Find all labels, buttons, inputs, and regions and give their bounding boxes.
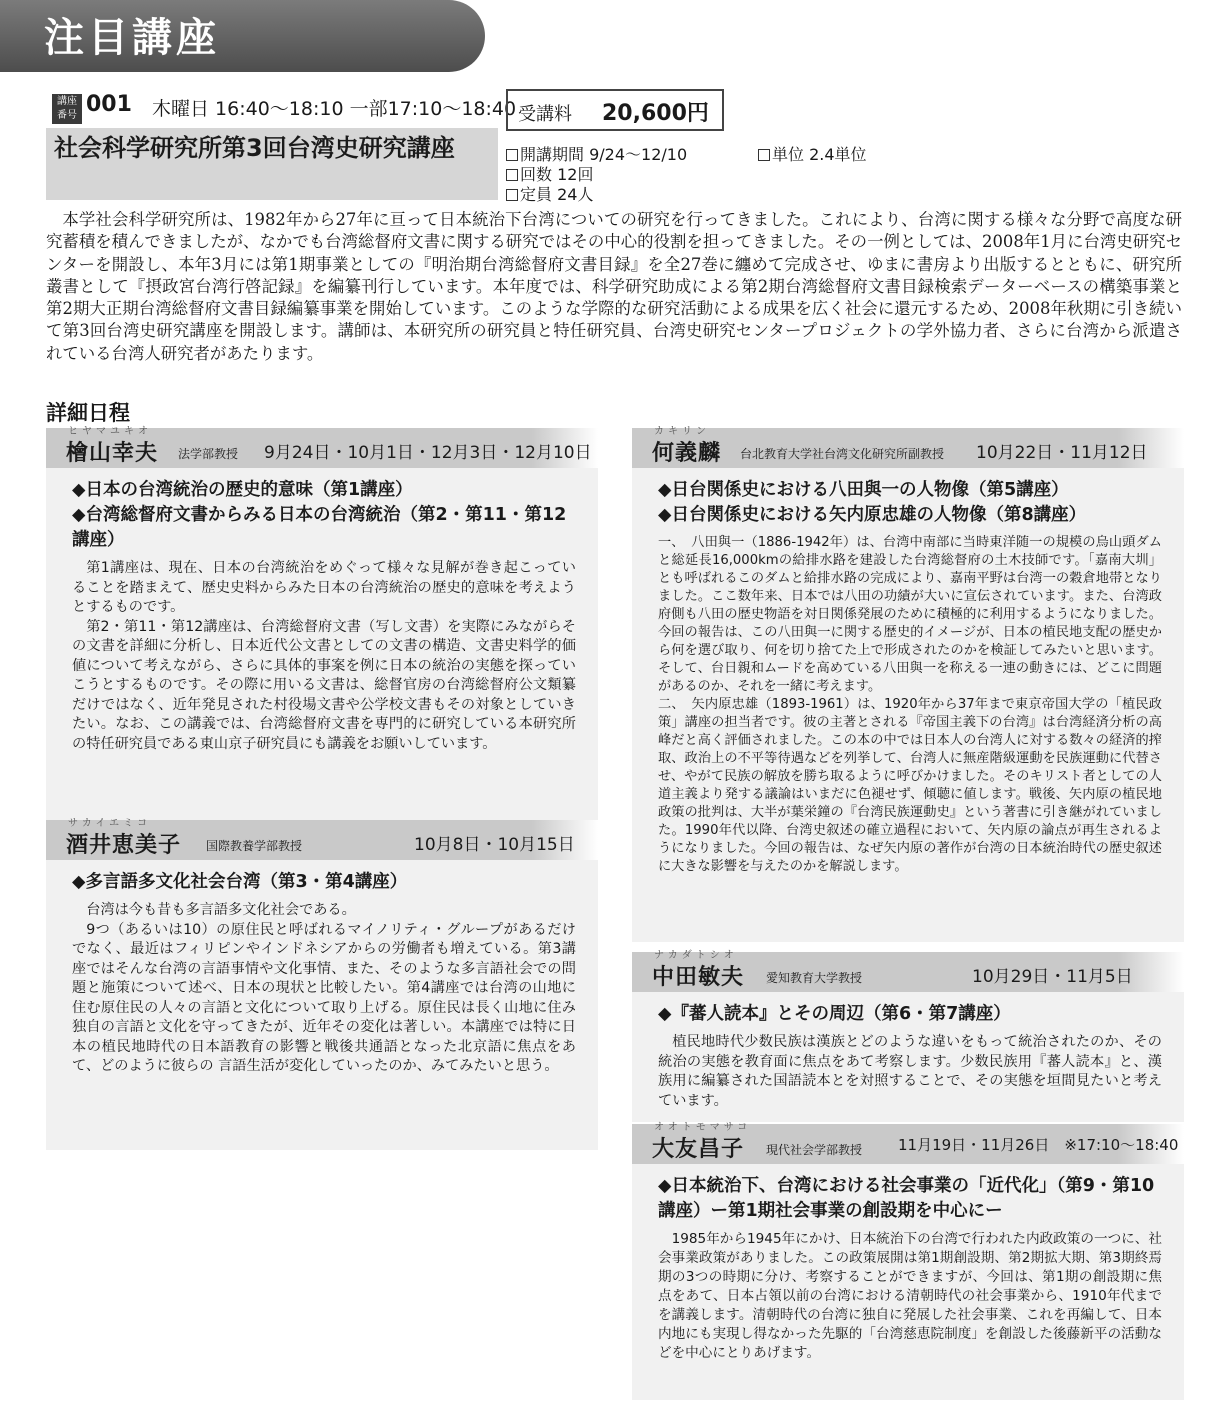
badge-line-2: 番号 <box>57 110 77 121</box>
description-paragraph: 1985年から1945年にかけ、日本統治下の台湾で行われた内政政策の一つに、社会事業政策がありました。この政策展開は第1期創設期、第2期拡大期、第3期終焉期の3つの時期に分け、考察することができますが、今回は、第1期の創設期に焦点をあて、日本占領以前の台湾における清朝時代の社会事業から、1910年代までを講義します。清朝時代の台湾に独自に発展した社会事業、これを再編して、日本内地にも実現し得なかった先駆的「台湾慈恵院制度」を創設した後藤新平の活動などを中心にとりあげます。 <box>658 1231 1162 1361</box>
lecture-header <box>46 820 598 860</box>
course-number-badge <box>52 94 82 124</box>
lecture-description <box>658 534 1162 876</box>
lecture-body <box>46 468 598 838</box>
course-credits-text: 単位 2.4単位 <box>772 145 867 164</box>
lecturer-name: 大友昌子 <box>652 1137 745 1162</box>
lecturer-name: 中田敏夫 <box>652 965 745 990</box>
course-period <box>506 145 687 165</box>
lecturer-name: 酒井恵美子 <box>66 833 182 858</box>
badge-line-1: 講座 <box>57 96 77 107</box>
name-ruby: ヒヤマユキオ <box>68 426 152 437</box>
schedule-heading: 詳細日程 <box>46 401 130 425</box>
fee-label: 受講料 <box>518 104 572 125</box>
course-sessions <box>506 165 593 185</box>
lecture-dates: 10月22日・11月12日 <box>976 443 1148 463</box>
lecture-body <box>632 1164 1184 1400</box>
description-paragraph: 9つ（あるいは10）の原住民と呼ばれるマイノリティ・グループがあるだけでなく、最近はフィリピンやインドネシアからの労働者も増えている。第3講座ではそんな台湾の言語事情や文化事情、また、そのような多言語社会での問題と施策について述べ、日本の現状と比較したい。第4講座では台湾の山地に住む原住民の人々の言語と文化について取り上げる。原住民は長く山地に住み独自の言語と文化を守ってきたが、近年その変化は著しい。本講座では特に日本の植民地時代の日本語教育の影響と戦後共通語となった北京語に焦点をあて、どのように彼らの 言語生活が変化していったのか、みてみたいと思う。 <box>72 921 576 1074</box>
lecturer-affiliation: 現代社会学部教授 <box>766 1143 863 1157</box>
lecturer-name: 何義麟 <box>652 441 722 466</box>
lecture-header <box>632 428 1184 468</box>
name-ruby: サカイエミコ <box>68 818 152 829</box>
checkbox-icon <box>506 149 518 161</box>
course-intro: 本学社会科学研究所は、1982年から27年に亘って日本統治下台湾についての研究を行ってきました。これにより、台湾に関する様々な分野で高度な研究蓄積を積んできましたが、なかでも台湾総督府文書に関する研究ではその中心的役割を担ってきました。その一例としては、2008年1月に台湾史研究センターを開設し、本年3月には第1期事業としての『明治期台湾総督府文書目録』を全27巻に纏めて完成させ、ゆまに書房より出版するとともに、研究所叢書として『摂政宮台湾行啓記録』を編纂刊行しています。本年度では、科学研究助成による第2期台湾総督府文書目録検索データーベースの構築事業と第2期大正期台湾総督府文書目録編纂事業を開始しています。このような学際的な研究活動による成果を広く社会に還元するため、2008年秋期に引き続いて第3回台湾史研究講座を開設します。講師は、本研究所の研究員と特任研究員、台湾史研究センタープロジェクトの学外協力者、さらに台湾から派遣されている台湾人研究者があたります。 <box>46 210 1182 363</box>
course-number: 001 <box>86 92 132 117</box>
lecture-panel-ka <box>632 428 1184 942</box>
lecture-description <box>72 559 576 754</box>
lecture-title: ◆多言語多文化社会台湾（第3・第4講座） <box>72 872 408 892</box>
lecture-header <box>632 952 1184 992</box>
course-capacity <box>506 185 593 205</box>
checkbox-icon <box>758 149 770 161</box>
lecture-panel-hiyama <box>46 428 598 838</box>
lecture-dates: 11月19日・11月26日 ※17:10〜18:40 <box>898 1136 1179 1154</box>
course-schedule: 木曜日 16:40〜18:10 一部17:10〜18:40 <box>152 98 517 120</box>
lecture-body <box>632 468 1184 942</box>
course-credits <box>758 145 867 165</box>
lecture-header <box>632 1124 1184 1164</box>
fee-box <box>506 89 724 131</box>
checkbox-icon <box>506 169 518 181</box>
page-title: 注目講座 <box>44 15 220 61</box>
description-paragraph: 一、 八田與一（1886-1942年）は、台湾中南部に当時東洋随一の規模の烏山頭ダムと総延長16,000kmの給排水路を建設した台湾総督府の土木技師です。「嘉南大圳」とも呼ばれるこのダムと給排水路の完成により、嘉南平野は台湾一の穀倉地帯となりました。ここ数年来、日本では八田の功績が大いに宣伝されています。また、台湾政府側も八田の歴史物語を対日関係発展のために積極的に利用するようになりました。今回の報告は、この八田與一に関する歴史的イメージが、日本の植民地支配の歴史から何を選び取り、何を切り捨てた上で形成されたのかを検証してみたいと思います。そして、台日親和ムードを高めている八田與一を称える一連の動きには、どこに問題があるのか、それを一緒に考えます。 <box>658 535 1162 694</box>
lecture-title: ◆日台関係史における矢内原忠雄の人物像（第8講座） <box>658 505 1087 525</box>
course-sessions-text: 回数 12回 <box>520 165 594 184</box>
lecture-title: ◆日台関係史における八田與一の人物像（第5講座） <box>658 480 1069 500</box>
lecture-description <box>72 901 576 1077</box>
course-title-box <box>46 128 498 200</box>
lecturer-affiliation: 台北教育大学社台湾文化研究所副教授 <box>740 447 945 461</box>
lecture-body <box>632 992 1184 1122</box>
lecture-description <box>658 1033 1162 1111</box>
course-period-text: 開講期間 9/24〜12/10 <box>520 145 688 164</box>
checkbox-icon <box>506 189 518 201</box>
lecture-title: ◆『蕃人読本』とその周辺（第6・第7講座） <box>658 1004 1011 1024</box>
description-paragraph: 二、 矢内原忠雄（1893-1961）は、1920年から37年まで東京帝国大学の「植民政策」講座の担当者です。彼の主著とされる『帝国主義下の台湾』は台湾経済分析の高峰だと高く評価されました。この本の中では日本人の台湾人に対する数々の経済的搾取、政治上の不平等待遇などを列挙して、台湾人に無産階級運動を民族運動に代替させ、やがて民族の解放を勝ち取るように呼びかけました。そのキリスト者としての人道主義より発する議論はいまだに色褪せず、傾聴に値します。戦後、矢内原の植民地政策の批判は、大半が葉栄鐘の『台湾民族運動史』という著書に引き継がれていました。1990年代以降、台湾史叙述の確立過程において、矢内原の論点が再生されるようになりました。今回の報告は、なぜ矢内原の著作が台湾の日本統治時代の歴史叙述に大きな影響を与えたのかを解説します。 <box>658 697 1162 874</box>
description-paragraph: 第2・第11・第12講座は、台湾総督府文書（写し文書）を実際にみながらその文書を詳細に分析し、日本近代公文書としての文書の構造、文書史料学的価値について考えながら、さらに具体的事案を例に日本の統治の実態を探っていこうとするものです。その際に用いる文書は、総督官房の台湾総督府公文類纂だけではなく、近年発見された村役場文書や公学校文書もその対象としていきたい。なお、この講義では、台湾総督府文書を専門的に研究している本研究所の特任研究員である東山京子研究員にも講義をお願いしています。 <box>72 618 576 752</box>
description-paragraph: 植民地時代少数民族は漢族とどのような違いをもって統治されたのか、その統治の実態を教育面に焦点をあて考察します。少数民族用『蕃人読本』と、漢族用に編纂された国語読本とを対照することで、その実態を垣間見たいと考えています。 <box>658 1034 1162 1109</box>
lecture-header <box>46 428 598 468</box>
header-band <box>0 0 485 72</box>
lecturer-name: 檜山幸夫 <box>66 441 159 466</box>
name-ruby: ナカダトシオ <box>654 950 738 961</box>
lecture-panel-otomo <box>632 1124 1184 1400</box>
lecture-body <box>46 860 598 1150</box>
lecturer-affiliation: 法学部教授 <box>178 447 239 461</box>
lecturer-affiliation: 国際教養学部教授 <box>206 839 303 853</box>
lecture-dates: 10月29日・11月5日 <box>972 967 1133 987</box>
lecture-title: ◆日本統治下、台湾における社会事業の「近代化」（第9・第10講座）ー第1期社会事業の創設期を中心にー <box>658 1176 1155 1221</box>
description-paragraph: 台湾は今も昔も多言語多文化社会である。 <box>86 902 356 918</box>
lecture-title: ◆日本の台湾統治の歴史的意味（第1講座） <box>72 480 413 500</box>
lecture-dates: 10月8日・10月15日 <box>414 835 575 855</box>
lecture-description <box>658 1230 1162 1363</box>
course-capacity-text: 定員 24人 <box>520 185 594 204</box>
course-title: 社会科学研究所第3回台湾史研究講座 <box>54 134 455 162</box>
lecture-panel-sakai <box>46 820 598 1150</box>
name-ruby: オオトモマサコ <box>654 1122 752 1133</box>
lecture-dates: 9月24日・10月1日・12月3日・12月10日 <box>264 443 592 463</box>
fee-value: 20,600円 <box>602 101 709 126</box>
description-paragraph: 第1講座は、現在、日本の台湾統治をめぐって様々な見解が巻き起こっていることを踏まえて、歴史史料からみた日本の台湾統治の歴史的意味を考えようとするものです。 <box>72 560 576 615</box>
lecturer-affiliation: 愛知教育大学教授 <box>766 971 863 985</box>
lecture-title: ◆台湾総督府文書からみる日本の台湾統治（第2・第11・第12講座） <box>72 505 567 550</box>
name-ruby: カキリン <box>654 426 710 437</box>
lecture-panel-nakada <box>632 952 1184 1122</box>
